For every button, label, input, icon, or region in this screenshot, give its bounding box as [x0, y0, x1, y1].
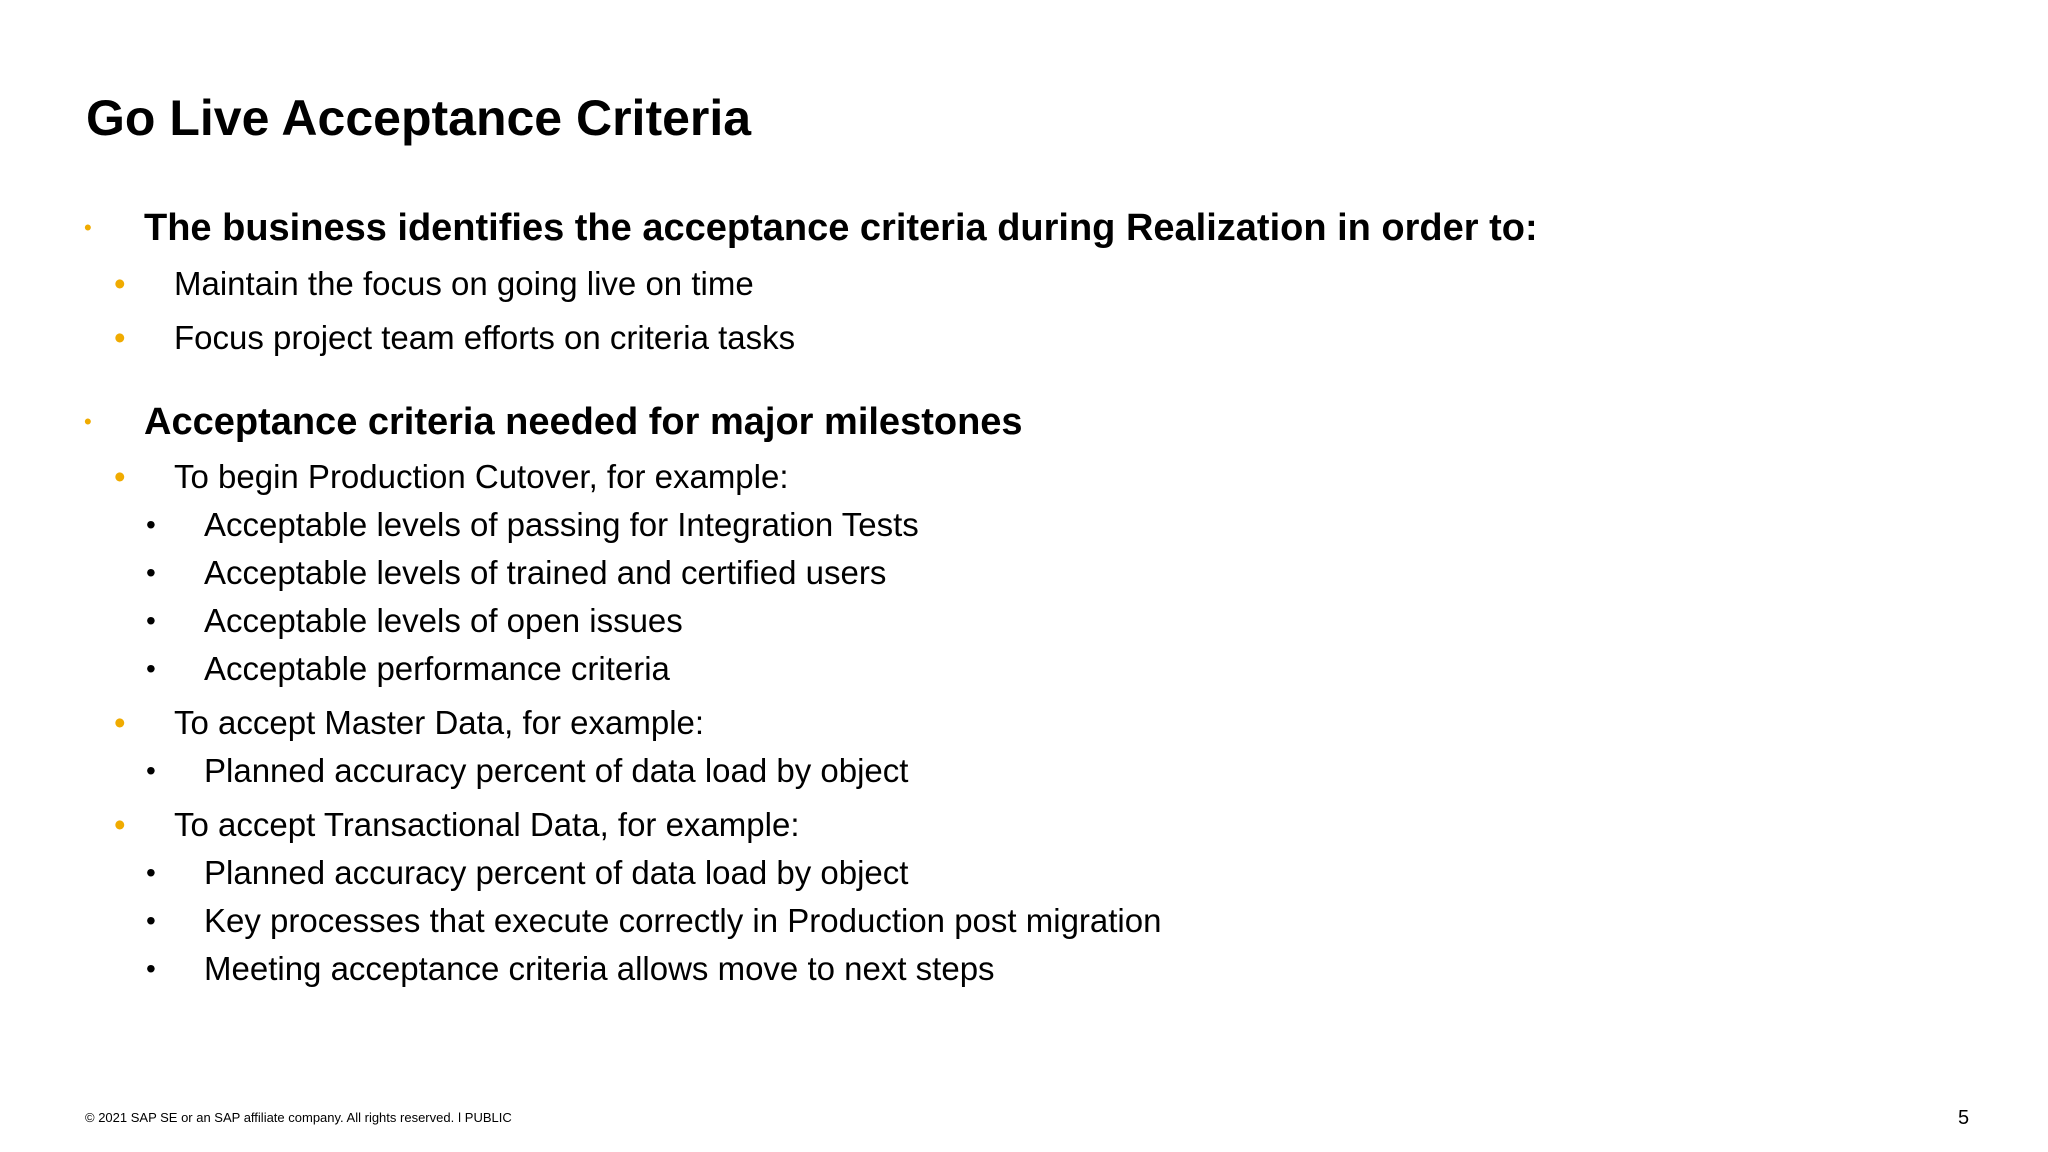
list-item: Acceptable levels of open issues: [204, 602, 683, 639]
group-label: To accept Master Data, for example:: [174, 704, 705, 741]
list-bullet: •: [146, 905, 156, 936]
footer-copyright: © 2021 SAP SE or an SAP affiliate company. All rights reserved. ǀ PUBLIC: [85, 1110, 512, 1125]
list-item: Planned accuracy percent of data load by object: [204, 854, 909, 891]
list-bullet: •: [146, 755, 156, 786]
list-bullet: •: [114, 265, 126, 302]
list-item: Focus project team efforts on criteria tasks: [174, 319, 796, 356]
section-bullet: •: [84, 409, 92, 434]
section-heading: Acceptance criteria needed for major milestones: [144, 401, 1023, 443]
section-bullet: •: [84, 215, 92, 240]
list-item: Key processes that execute correctly in Production post migration: [204, 902, 1162, 939]
section-heading: The business identifies the acceptance criteria during Realization in order to:: [144, 207, 1538, 249]
group-label: To begin Production Cutover, for example:: [174, 458, 789, 495]
list-item: Planned accuracy percent of data load by object: [204, 752, 909, 789]
list-bullet: •: [146, 557, 156, 588]
list-bullet: •: [146, 509, 156, 540]
list-item: Maintain the focus on going live on time: [174, 265, 754, 302]
list-bullet: •: [146, 953, 156, 984]
group-label: To accept Transactional Data, for example:: [174, 806, 800, 843]
list-item: Acceptable performance criteria: [204, 650, 670, 687]
list-item: Acceptable levels of passing for Integration Tests: [204, 506, 919, 543]
group-bullet: •: [114, 806, 126, 843]
list-item: Meeting acceptance criteria allows move to next steps: [204, 950, 995, 987]
group-bullet: •: [114, 458, 126, 495]
list-bullet: •: [146, 605, 156, 636]
group-bullet: •: [114, 704, 126, 741]
list-bullet: •: [146, 857, 156, 888]
slide-title: Go Live Acceptance Criteria: [86, 90, 752, 146]
list-bullet: •: [114, 319, 126, 356]
page-number: 5: [1958, 1107, 1970, 1129]
list-bullet: •: [146, 653, 156, 684]
list-item: Acceptable levels of trained and certified users: [204, 554, 887, 591]
